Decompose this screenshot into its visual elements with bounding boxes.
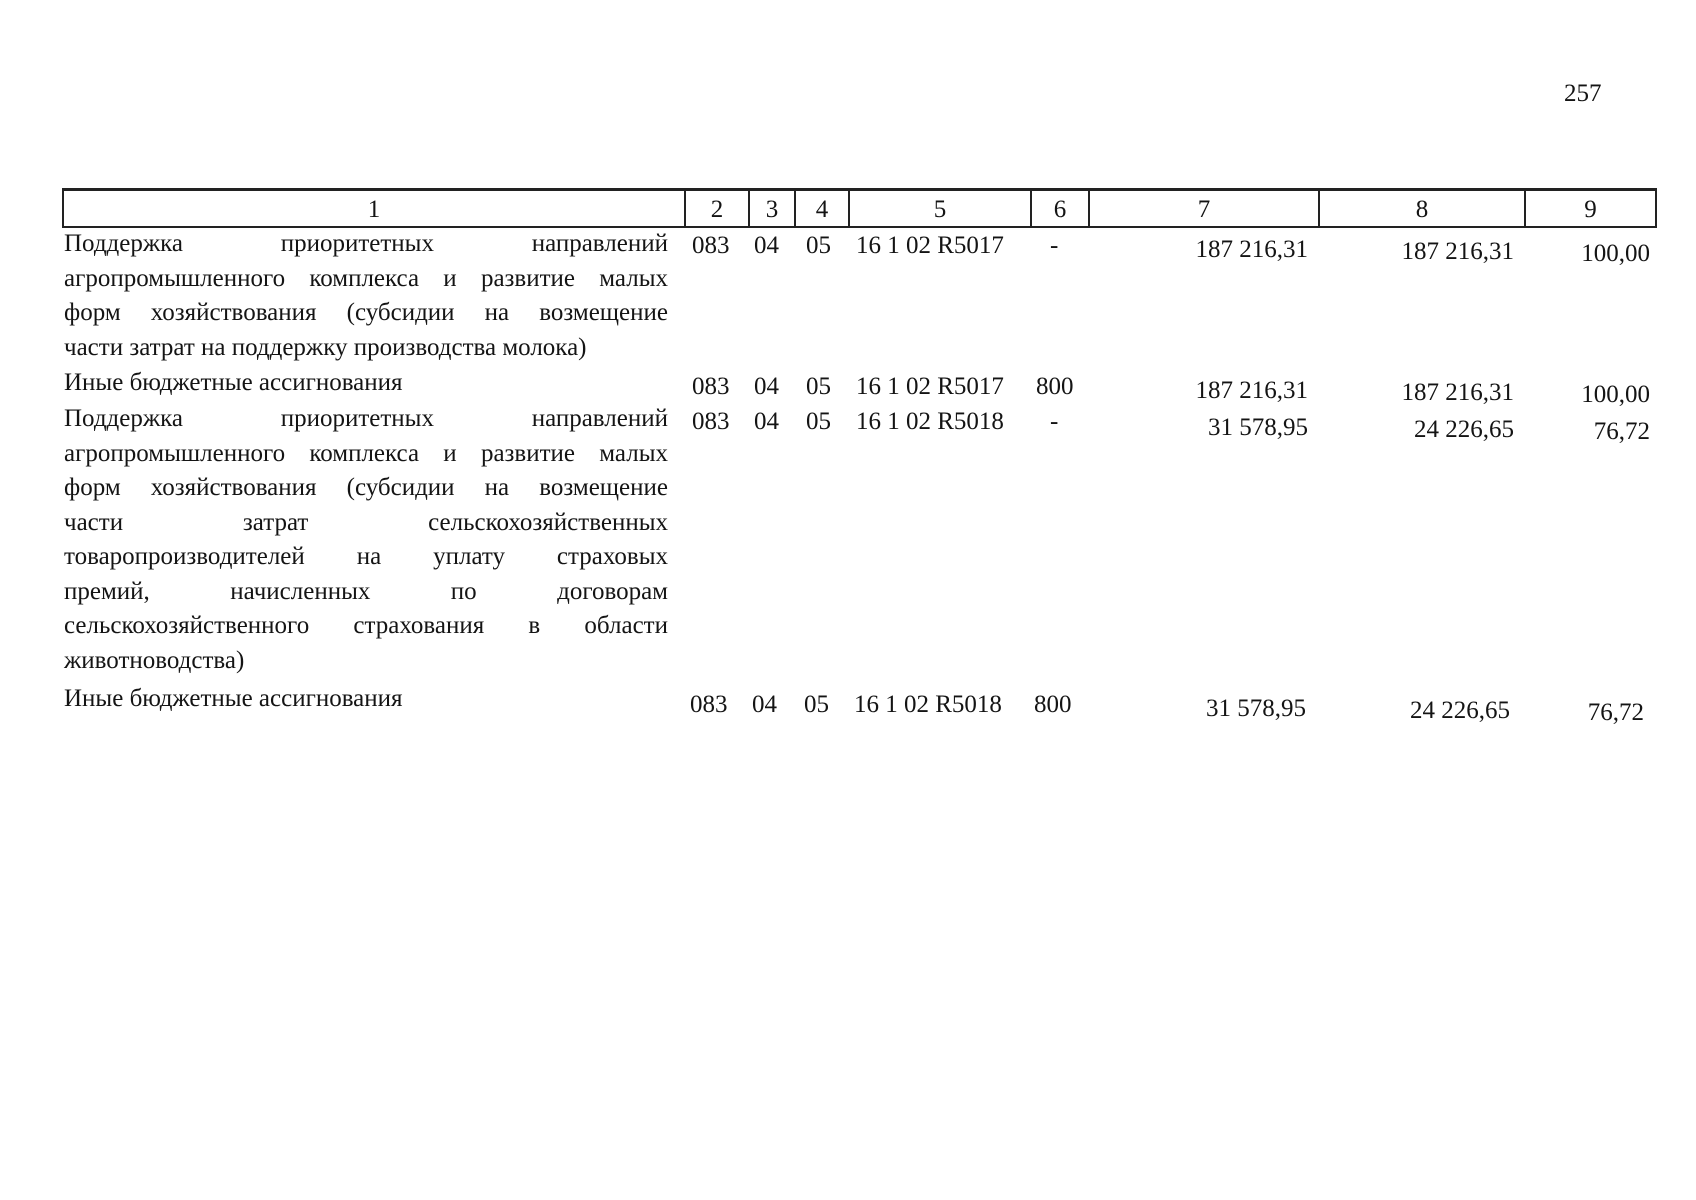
- cell-col-8: 24 226,65: [1414, 416, 1514, 443]
- cell-col-4: 05: [806, 373, 831, 400]
- cell-col-5: 16 1 02 R5018: [854, 691, 1002, 718]
- header-col-6: 6: [1030, 191, 1088, 226]
- description-line: Иные бюджетные ассигнования: [64, 369, 403, 396]
- cell-col-5: 16 1 02 R5017: [856, 232, 1004, 259]
- cell-col-3: 04: [754, 373, 779, 400]
- cell-col-5: 16 1 02 R5017: [856, 373, 1004, 400]
- header-col-7: 7: [1088, 191, 1318, 226]
- description-line: агропромышленного комплекса и развитие малых: [64, 264, 668, 292]
- cell-col-7: 187 216,31: [1195, 377, 1308, 404]
- header-col-9: 9: [1524, 191, 1655, 226]
- header-col-1: 1: [367, 196, 381, 223]
- cell-col-2: 083: [692, 373, 730, 400]
- cell-col-9: 100,00: [1581, 240, 1650, 267]
- header-col-5: 5: [848, 191, 1030, 226]
- row-description: [64, 366, 668, 401]
- cell-col-2: 083: [692, 408, 730, 435]
- header-col-2: 2: [684, 191, 748, 226]
- row-description: [64, 682, 668, 717]
- cell-col-6: -: [1050, 408, 1059, 435]
- header-col-3: 3: [748, 191, 794, 226]
- description-line: премий, начисленных по договорам: [64, 577, 668, 605]
- cell-col-8: 24 226,65: [1410, 697, 1510, 724]
- header-col-8: 8: [1318, 191, 1524, 226]
- cell-col-6: 800: [1034, 691, 1072, 718]
- description-line: Поддержка приоритетных направлений: [64, 405, 668, 432]
- cell-col-6: -: [1050, 232, 1059, 259]
- description-line: товаропроизводителей на уплату страховых: [64, 543, 668, 570]
- cell-col-8: 187 216,31: [1401, 238, 1514, 265]
- description-line: форм хозяйствования (субсидии на возмещение: [64, 474, 668, 501]
- cell-col-8: 187 216,31: [1401, 379, 1514, 406]
- description-line: Иные бюджетные ассигнования: [64, 685, 403, 712]
- cell-col-9: 76,72: [1593, 418, 1650, 445]
- description-line: Поддержка приоритетных направлений: [64, 230, 668, 257]
- description-line: сельскохозяйственного страхования в области: [64, 612, 668, 639]
- cell-col-7: 31 578,95: [1206, 695, 1306, 722]
- cell-col-4: 05: [806, 408, 831, 435]
- cell-col-4: 05: [806, 232, 831, 259]
- cell-col-7: 187 216,31: [1195, 236, 1308, 263]
- description-line: части затрат на поддержку производства молока): [64, 333, 587, 361]
- cell-col-4: 05: [804, 691, 829, 718]
- cell-col-7: 31 578,95: [1208, 414, 1308, 441]
- cell-col-5: 16 1 02 R5018: [856, 408, 1004, 435]
- cell-col-2: 083: [692, 232, 730, 259]
- cell-col-9: 76,72: [1587, 699, 1644, 726]
- page-number: 257: [1564, 80, 1602, 107]
- table-header: [62, 188, 1657, 228]
- cell-col-2: 083: [690, 691, 728, 718]
- row-description: [64, 227, 668, 365]
- cell-col-9: 100,00: [1581, 381, 1650, 408]
- description-line: форм хозяйствования (субсидии на возмещение: [64, 299, 668, 326]
- cell-col-3: 04: [754, 408, 779, 435]
- cell-col-3: 04: [754, 232, 779, 259]
- description-line: части затрат сельскохозяйственных: [64, 508, 668, 536]
- cell-col-3: 04: [752, 691, 777, 718]
- header-col-4: 4: [794, 191, 848, 226]
- row-description: [64, 402, 668, 678]
- cell-col-6: 800: [1036, 373, 1074, 400]
- description-line: агропромышленного комплекса и развитие малых: [64, 439, 668, 467]
- description-line: животноводства): [64, 646, 245, 674]
